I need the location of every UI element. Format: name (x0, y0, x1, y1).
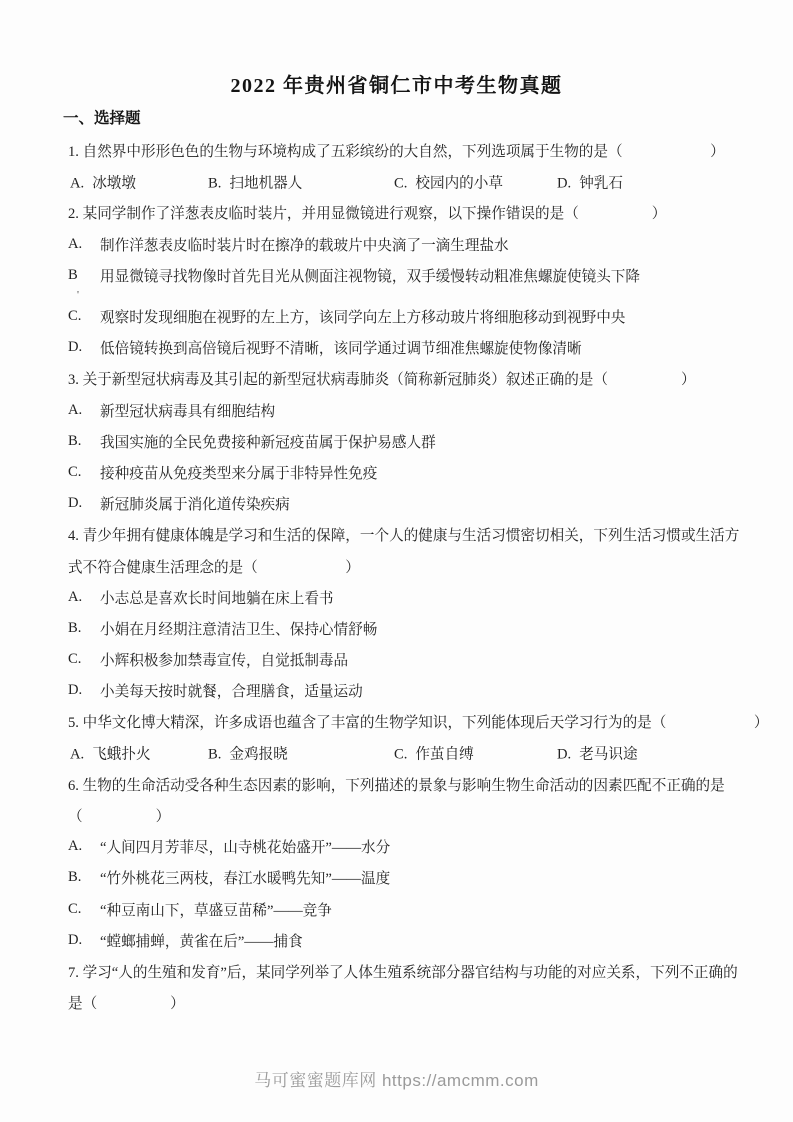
option-text: 用显微镜寻找物像时首先目光从侧面注视物镜，双手缓慢转动粗准焦螺旋使镜头下降 (100, 268, 640, 285)
option-text: 老马识途 (579, 746, 638, 763)
question-list (0, 135, 793, 1018)
option-label: B. (68, 619, 82, 636)
question-6-option-a (68, 831, 733, 862)
question-5-option-a (70, 743, 151, 764)
page-title: 2022 年贵州省铜仁市中考生物真题 (230, 75, 563, 97)
question-5-options-row (68, 738, 733, 769)
question-3-option-c (68, 457, 733, 488)
option-label: D. (68, 339, 83, 356)
question-6-option-c (68, 894, 733, 925)
option-label: D. (557, 175, 572, 192)
option-text: 小辉积极参加禁毒宣传，自觉抵制毒品 (100, 653, 349, 670)
option-text: “人间四月芳菲尽，山寺桃花始盛开”——水分 (100, 840, 391, 857)
scan-artifact-row (68, 291, 733, 301)
question-2-option-a (68, 229, 733, 260)
option-text: 接种疫苗从免疫类型来分属于非特异性免疫 (100, 465, 378, 482)
option-label: A. (68, 401, 83, 418)
option-text: 校园内的小草 (415, 175, 503, 192)
option-text: 钟乳石 (579, 175, 623, 192)
scan-artifact-mark: ' (77, 289, 79, 302)
option-text: 小志总是喜欢长时间地躺在床上看书 (100, 590, 334, 607)
option-label: C. (68, 900, 82, 917)
question-7-stem-line1: 7. 学习“人的生殖和发育”后，某同学列举了人体生殖系统部分器官结构与功能的对应关系，下列不正确的 (68, 964, 738, 981)
question-6-stem-line1: 6. 生物的生命活动受各种生态因素的影响，下列描述的景象与影响生物生命活动的因素匹配不正确的是 (68, 777, 725, 794)
option-label: B. (208, 175, 222, 192)
question-4-option-a (68, 582, 733, 613)
option-text: 冰墩墩 (92, 175, 136, 192)
option-label: D. (68, 931, 83, 948)
option-text: 观察时发现细胞在视野的左上方，该同学向左上方移动玻片将细胞移动到视野中央 (100, 310, 626, 327)
option-text: “螳螂捕蝉，黄雀在后”——捕食 (100, 933, 303, 950)
question-4-stem-line2: 式不符合健康生活理念的是（ ） (68, 559, 360, 576)
option-label: C. (68, 651, 82, 668)
option-text: 制作洋葱表皮临时装片时在擦净的载玻片中央滴了一滴生理盐水 (100, 237, 509, 254)
option-label: A. (68, 235, 83, 252)
question-1-option-c (394, 171, 503, 192)
option-label: B. (68, 432, 82, 449)
question-3-option-a (68, 395, 733, 426)
question-3-stem: 3. 关于新型冠状病毒及其引起的新型冠状病毒肺炎（简称新冠肺炎）叙述正确的是（ ） (68, 372, 696, 389)
question-5-option-b (208, 743, 288, 764)
option-text: 作茧自缚 (415, 746, 474, 763)
option-text: “竹外桃花三两枝，春江水暖鸭先知”——温度 (100, 871, 391, 888)
question-6-stem-line2: （ ） (68, 809, 171, 826)
question-4-option-d (68, 675, 733, 706)
question-2-option-c (68, 301, 733, 332)
option-label: A. (68, 588, 83, 605)
option-label: B (68, 266, 78, 283)
option-label: A. (68, 838, 83, 855)
section-heading-multiple-choice: 一、选择题 (63, 110, 141, 127)
option-text: 小美每天按时就餐，合理膳食，适量运动 (100, 684, 363, 701)
option-text: 扫地机器人 (229, 175, 303, 192)
option-label: B. (208, 746, 222, 763)
question-2-option-b (68, 260, 733, 291)
option-label: B. (68, 869, 82, 886)
option-label: C. (394, 175, 408, 192)
option-text: 飞蛾扑火 (92, 746, 151, 763)
question-5-option-d (557, 743, 638, 764)
question-4-option-b (68, 613, 733, 644)
footer-watermark: 马可蜜蜜题库网 https://amcmm.com (254, 1071, 539, 1090)
question-1-stem: 1. 自然界中形形色色的生物与环境构成了五彩缤纷的大自然，下列选项属于生物的是（ ） (68, 144, 725, 161)
question-6-option-b (68, 862, 733, 893)
option-label: C. (68, 308, 82, 325)
question-5-option-c (394, 743, 474, 764)
option-label: A. (70, 175, 85, 192)
option-text: “种豆南山下，草盛豆苗稀”——竞争 (100, 902, 332, 919)
option-text: 新冠肺炎属于消化道传染疾病 (100, 497, 290, 514)
question-4-option-c (68, 644, 733, 675)
option-label: A. (70, 746, 85, 763)
option-text: 新型冠状病毒具有细胞结构 (100, 403, 276, 420)
option-text: 小娟在月经期注意清洁卫生、保持心情舒畅 (100, 621, 378, 638)
question-1-options-row (68, 166, 733, 197)
question-5-stem: 5. 中华文化博大精深，许多成语也蕴含了丰富的生物学知识，下列能体现后天学习行为的是（ ） (68, 715, 769, 732)
option-text: 低倍镜转换到高倍镜后视野不清晰，该同学通过调节细准焦螺旋使物像清晰 (100, 341, 582, 358)
question-2-option-d (68, 332, 733, 363)
question-3-option-d (68, 488, 733, 519)
question-7-stem-line2: 是（ ） (68, 996, 185, 1013)
question-6-option-d (68, 925, 733, 956)
question-1-option-a (70, 171, 136, 192)
question-3-option-b (68, 426, 733, 457)
question-1-option-d (557, 171, 623, 192)
option-text: 金鸡报晓 (229, 746, 288, 763)
option-label: C. (68, 463, 82, 480)
option-label: D. (68, 682, 83, 699)
option-label: D. (557, 746, 572, 763)
question-4-stem-line1: 4. 青少年拥有健康体魄是学习和生活的保障，一个人的健康与生活习惯密切相关，下列生活习惯或生活方 (68, 528, 740, 545)
option-text: 我国实施的全民免费接种新冠疫苗属于保护易感人群 (100, 434, 436, 451)
question-1-option-b (208, 171, 302, 192)
option-label: D. (68, 495, 83, 512)
option-label: C. (394, 746, 408, 763)
question-2-stem: 2. 某同学制作了洋葱表皮临时装片，并用显微镜进行观察，以下操作错误的是（ ） (68, 206, 667, 223)
